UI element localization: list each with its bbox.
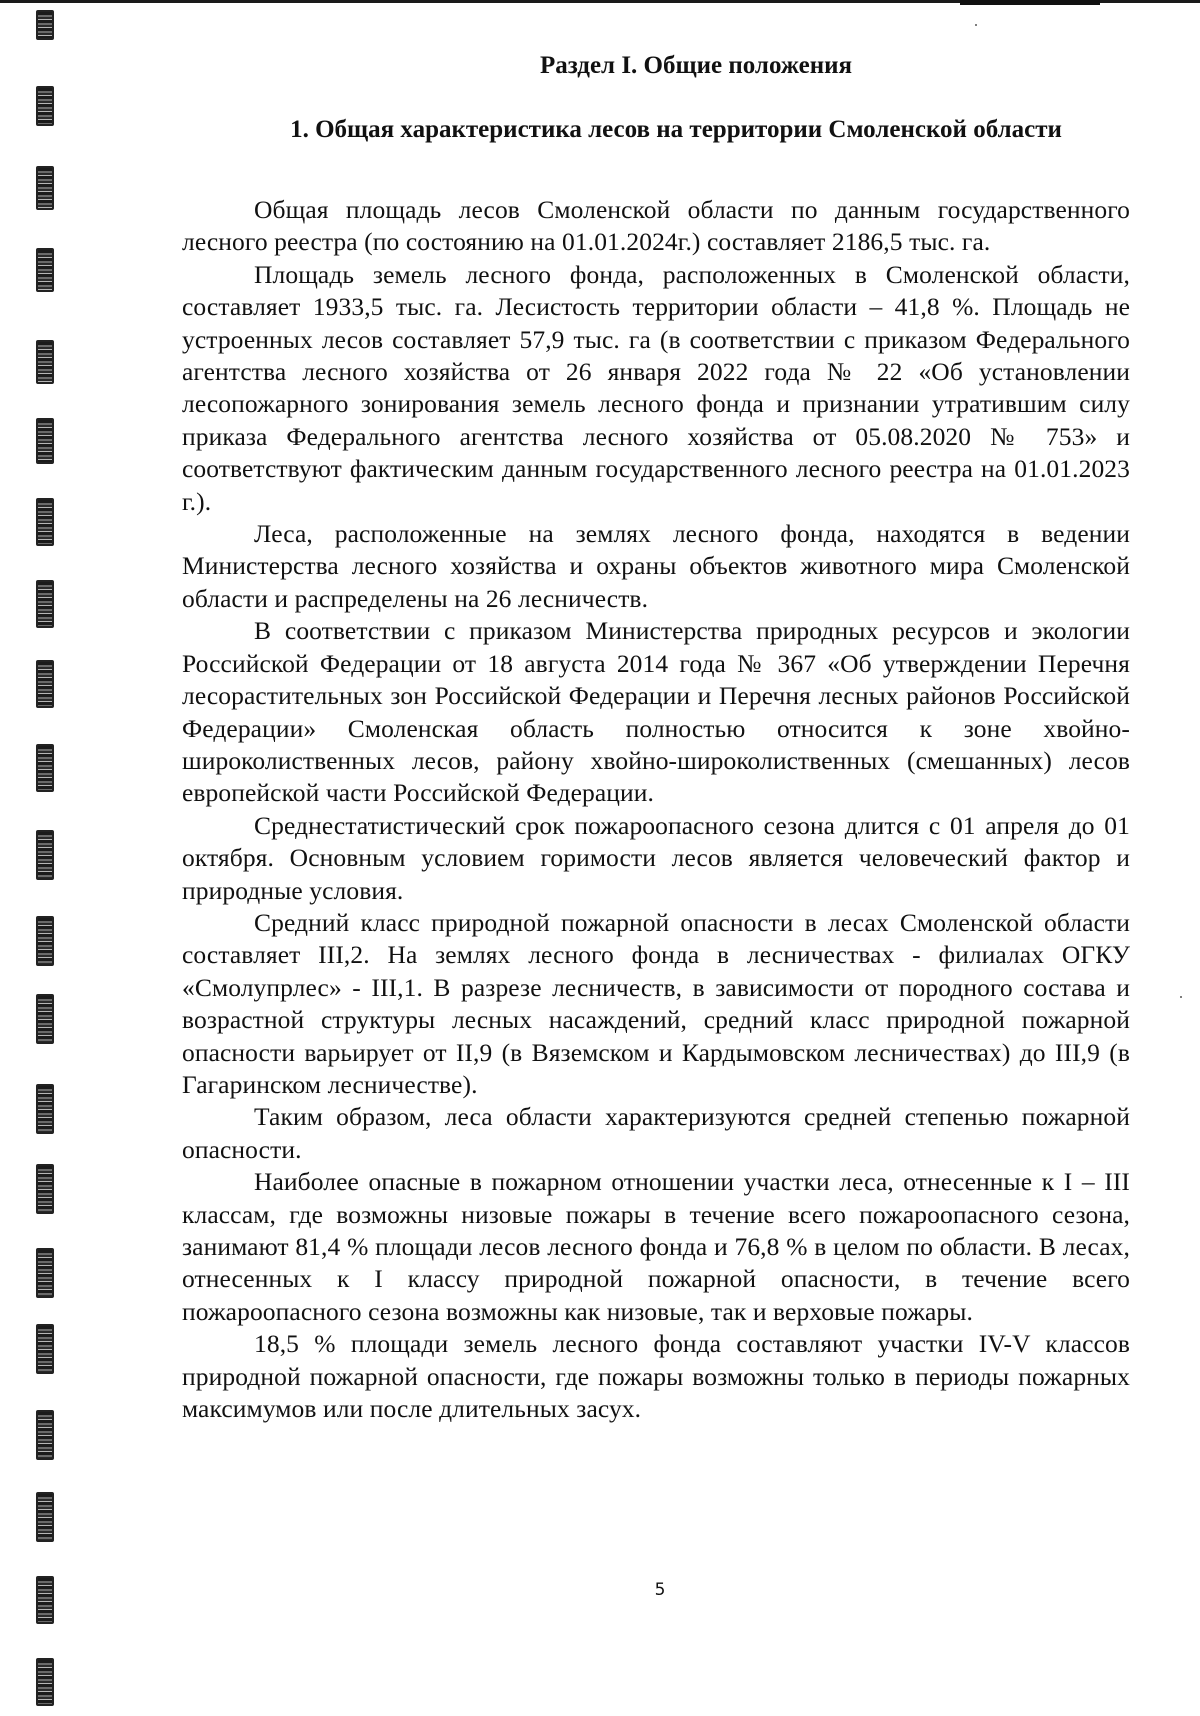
paragraph: Леса, расположенные на землях лесного фонда, находятся в ведении Министерства лесного хозяйства и охраны объектов животного мира Смоленской области и распределены на 26 лесничеств.: [182, 519, 1130, 613]
binding-hole: [36, 1492, 54, 1542]
binding-hole: [36, 660, 54, 708]
paragraph: Площадь земель лесного фонда, расположенных в Смоленской области, составляет 1933,5 тыс. га. Лесистость территории области – 41,8 %. Площадь не устроенных лесов составляет 57,9 тыс. га (в соответствии с приказом Федерального агентства лесного хозяйства от 26 января 2022 года № 22 «Об установлении лесопожарного зонирования земель лесного фонда и признании утратившим силу приказа Федерального агентства лесного хозяйства от 05.08.2020 № 753» и соответствуют фактическим данным государственного лесного реестра на 01.01.2023 г.).: [182, 259, 1130, 516]
binding-hole: [36, 1248, 54, 1298]
scan-speck: [1180, 996, 1182, 998]
binding-hole: [36, 1410, 54, 1460]
binding-hole: [36, 916, 54, 966]
paragraph: 18,5 % площади земель лесного фонда составляют участки IV-V классов природной пожарной опасности, где пожары возможны только в периоды пожарных максимумов или после длительных засух.: [182, 1329, 1130, 1424]
binding-hole: [36, 418, 54, 464]
binding-holes: [30, 0, 70, 1716]
binding-hole: [36, 580, 54, 628]
scan-speck: [975, 24, 977, 26]
chapter-title: 1. Общая характеристика лесов на территории Смоленской области: [290, 116, 1062, 143]
binding-hole: [36, 830, 54, 880]
paragraph: Средний класс природной пожарной опасности в лесах Смоленской области составляет III,2. На землях лесного фонда в лесничествах - филиалах ОГКУ «Смолупрлес» - III,1. В разрезе лесничеств, в зависимости от породного состава и возрастной структуры лесных насаждений, средний класс природной пожарной опасности варьирует от II,9 (в Вяземском и Кардымовском лесничествах) до III,9 (в Гагаринском лесничестве).: [182, 907, 1130, 1099]
paragraph: Наиболее опасные в пожарном отношении участки леса, отнесенные к I – III классам, где возможны низовые пожары в течение всего пожароопасного сезона, занимают 81,4 % площади лесов лесного фонда и 76,8 % в целом по области. В лесах, отнесенных к I классу природной пожарной опасности, в течение всего пожароопасного сезона возможны как низовые, так и верховые пожары.: [182, 1167, 1130, 1326]
binding-hole: [36, 744, 54, 792]
binding-hole: [36, 340, 54, 384]
binding-hole: [36, 498, 54, 546]
binding-hole: [36, 248, 54, 292]
document-page: [182, 44, 1130, 1425]
binding-hole: [36, 1164, 54, 1214]
paragraph: В соответствии с приказом Министерства природных ресурсов и экологии Российской Федерации от 18 августа 2014 года № 367 «Об утверждении Перечня лесорастительных зон Российской Федерации и Перечня лесных районов Российской Федерации» Смоленская область полностью относится к зоне хвойно-широколиственных лесов, району хвойно-широколиственных (смешанных) лесов европейской части Российской Федерации.: [182, 616, 1130, 808]
binding-hole: [36, 166, 54, 210]
binding-hole: [36, 1324, 54, 1374]
binding-hole: [36, 86, 54, 126]
paragraph: Среднестатистический срок пожароопасного сезона длится с 01 апреля до 01 октября. Основным условием горимости лесов является человеческий фактор и природные условия.: [182, 810, 1130, 905]
scan-top-edge-mark: [960, 0, 1100, 5]
paragraph: Таким образом, леса области характеризуются средней степенью пожарной опасности.: [182, 1102, 1130, 1164]
document-body: [182, 194, 1130, 1425]
section-title: Раздел I. Общие положения: [539, 52, 853, 79]
paragraph: Общая площадь лесов Смоленской области по данным государственного лесного реестра (по состоянию на 01.01.2024г.) составляет 2186,5 тыс. га.: [182, 195, 1130, 257]
page-number: 5: [654, 1580, 666, 1600]
binding-hole: [36, 1658, 54, 1706]
binding-hole: [36, 10, 54, 40]
binding-hole: [36, 994, 54, 1044]
binding-hole: [36, 1084, 54, 1134]
